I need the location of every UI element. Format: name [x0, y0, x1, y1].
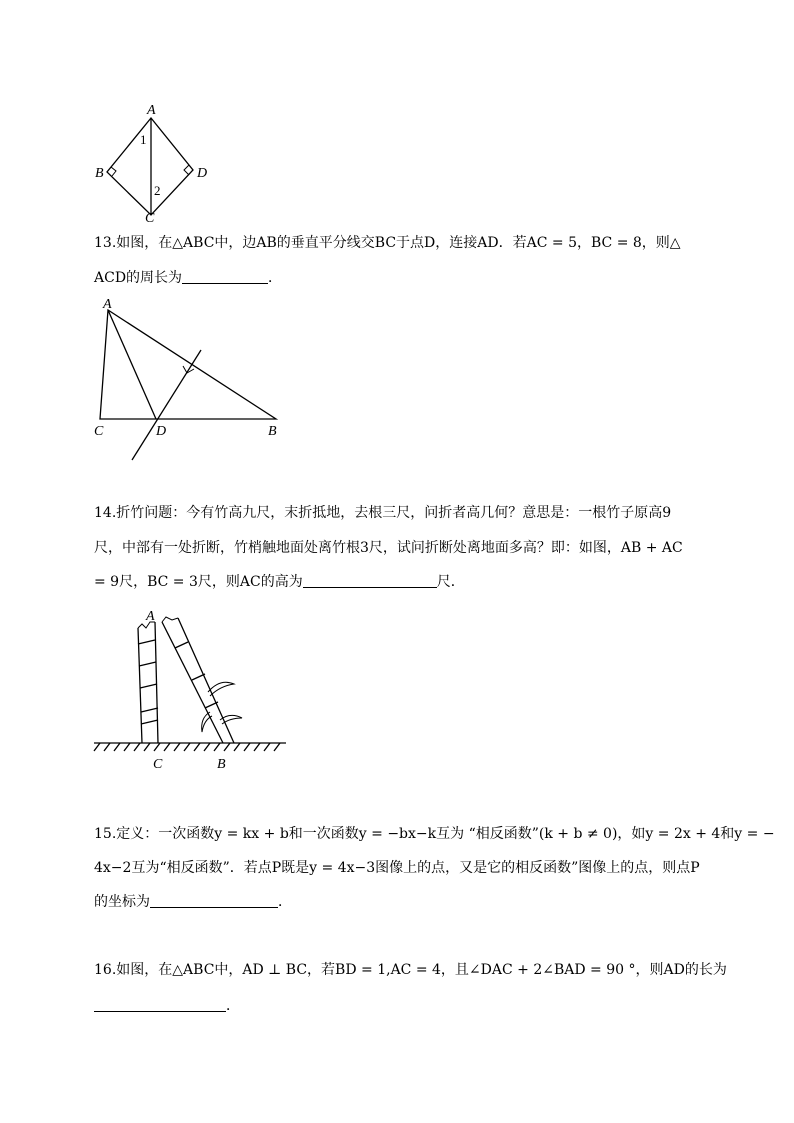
q16-answer-blank[interactable]: [94, 997, 226, 1012]
label-A: A: [146, 609, 155, 624]
q13-line2-text: ACD的周长为: [94, 270, 183, 286]
label-B: B: [95, 166, 104, 181]
q15-line3: [94, 892, 292, 912]
q14-answer-blank[interactable]: [303, 573, 437, 588]
figure-13-triangle: [90, 295, 290, 465]
label-C: C: [153, 757, 163, 772]
label-D: D: [156, 424, 167, 439]
q14-line2: 尺，中部有一处折断，竹梢触地面处离竹根3尺，试问折断处离地面多高？即：如图，AB + AC: [94, 540, 683, 556]
angle-label-2: 2: [154, 183, 161, 198]
label-D: D: [197, 166, 208, 181]
q14-end: 尺．: [436, 574, 465, 590]
figure-14-bamboo: [92, 600, 292, 775]
q16-line1: 16.如图，在△ABC中，AD ⊥ BC，若BD = 1,AC = 4，且∠DAC + 2∠BAD = 90 °，则AD的长为: [94, 962, 727, 978]
label-C: C: [145, 211, 155, 225]
q15-line2: 4x−2互为“相反函数”．若点P既是y = 4x−3图像上的点，又是它的相反函数”图像上的点，则点P: [94, 860, 700, 876]
q14-line1: 14.折竹问题：今有竹高九尺，末折抵地，去根三尺，问折者高几何？意思是：一根竹子原高9: [94, 505, 672, 521]
q16-line2: [94, 996, 240, 1016]
q13-end: ．: [268, 270, 283, 286]
q13-answer-blank[interactable]: [182, 269, 268, 284]
q16-end: ．: [226, 998, 240, 1014]
label-A: A: [147, 103, 156, 118]
label-B: B: [268, 424, 277, 439]
label-C: C: [94, 424, 104, 439]
q14-line3: [94, 572, 465, 592]
q13-line2: [94, 268, 282, 288]
q15-answer-blank[interactable]: [150, 893, 278, 908]
q15-line3-text: 的坐标为: [94, 894, 150, 910]
angle-label-1: 1: [140, 132, 147, 147]
label-B: B: [217, 757, 226, 772]
label-A: A: [103, 297, 112, 312]
figure-12-kite: [90, 100, 220, 225]
q15-line1: 15.定义：一次函数y = kx + b和一次函数y = −bx−k互为 “相反函数”(k + b ≠ 0)，如y = 2x + 4和y = −: [94, 826, 775, 842]
q14-line3-text: = 9尺，BC = 3尺，则AC的高为: [94, 574, 303, 590]
q13-line1: 13.如图，在△ABC中，边AB的垂直平分线交BC于点D，连接AD．若AC = 5，BC = 8，则△: [94, 235, 681, 251]
q15-end: ．: [278, 894, 292, 910]
